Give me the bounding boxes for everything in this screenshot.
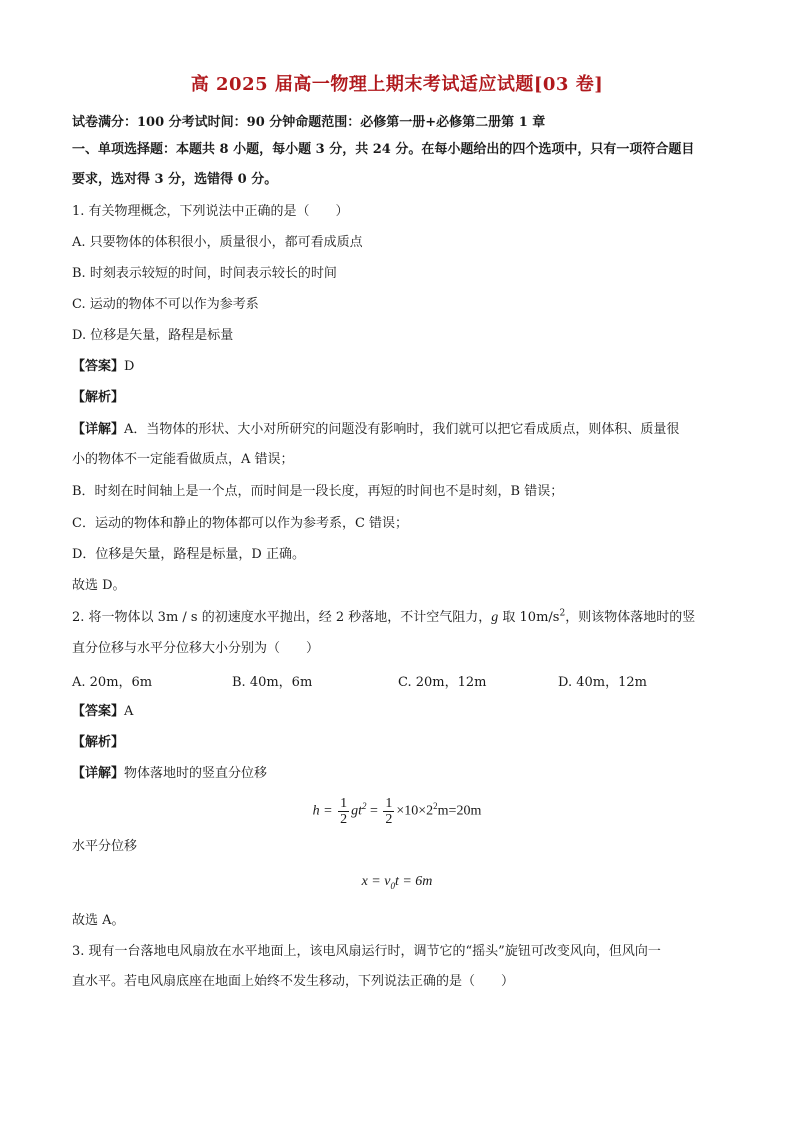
answer-label: 【答案】 xyxy=(72,359,125,374)
equation-vertical-displacement xyxy=(0,796,794,827)
eq1-rest-a: ×10×2 xyxy=(396,803,434,819)
q2-stem-line2: 直分位移与水平分位移大小分别为（ ） xyxy=(72,641,320,656)
section-heading-line2: 要求，选对得 3 分，选错得 0 分。 xyxy=(72,172,278,187)
q2-option-c: C. 20m，12m xyxy=(398,675,487,690)
fraction-numerator: 1 xyxy=(340,796,348,811)
section-heading-line1: 一、单项选择题：本题共 8 小题，每小题 3 分，共 24 分。在每小题给出的四个选项中，只有一项符合题目 xyxy=(72,142,695,157)
q1-option-b: B. 时刻表示较短的时间，时间表示较长的时间 xyxy=(72,266,337,281)
eq1-gt: gt xyxy=(351,803,362,819)
q1-option-d: D. 位移是矢量，路程是标量 xyxy=(72,328,234,343)
exam-info: 试卷满分：100 分考试时间：90 分钟命题范围：必修第一册+必修第二册第 1 章 xyxy=(72,115,546,130)
detail-text: A．当物体的形状、大小对所研究的问题没有影响时，我们就可以把它看成质点，则体积、质量很 xyxy=(124,422,680,437)
q1-detail-d: D．位移是矢量，路程是标量，D 正确。 xyxy=(72,547,305,562)
eq1-rest-b: m=20m xyxy=(437,803,482,819)
q2-stem-line1 xyxy=(72,609,695,627)
fraction-denominator: 2 xyxy=(340,812,348,827)
eq1-fraction-1 xyxy=(338,796,349,827)
q3-stem-line2: 直水平。若电风扇底座在地面上始终不发生移动，下列说法正确的是（ ） xyxy=(72,974,515,989)
eq1-equals: = xyxy=(366,803,378,819)
q1-option-c: C. 运动的物体不可以作为参考系 xyxy=(72,297,259,312)
q1-analysis-label: 【解析】 xyxy=(72,390,125,405)
q2-answer xyxy=(72,703,133,721)
q1-answer xyxy=(72,358,134,376)
gravity-symbol: g xyxy=(491,610,499,625)
q2-option-d: D. 40m，12m xyxy=(558,675,647,690)
detail-label: 【详解】 xyxy=(72,422,125,437)
answer-value: A xyxy=(124,704,134,719)
q2-analysis-label: 【解析】 xyxy=(72,735,125,750)
q2-horizontal-label: 水平分位移 xyxy=(72,839,138,854)
equation-horizontal-displacement xyxy=(0,873,794,891)
eq1-fraction-2 xyxy=(383,796,394,827)
q2-detail xyxy=(72,765,267,783)
q2-conclusion: 故选 A。 xyxy=(72,913,125,928)
eq1-sup: 2 xyxy=(361,801,367,812)
q2-stem-b: 取 10m/s xyxy=(498,610,560,625)
q2-stem-a: 2. 将一物体以 3m / s 的初速度水平抛出，经 2 秒落地，不计空气阻力， xyxy=(72,610,492,625)
detail-label: 【详解】 xyxy=(72,766,125,781)
q1-option-a: A. 只要物体的体积很小，质量很小，都可看成质点 xyxy=(72,235,363,250)
q1-detail-a-line1 xyxy=(72,421,679,439)
q1-conclusion: 故选 D。 xyxy=(72,578,126,593)
q1-detail-c: C．运动的物体和静止的物体都可以作为参考系，C 错误； xyxy=(72,516,409,531)
q2-option-b: B. 40m，6m xyxy=(232,675,313,690)
q1-stem: 1. 有关物理概念，下列说法中正确的是（ ） xyxy=(72,204,349,219)
q2-stem-c: ，则该物体落地时的竖 xyxy=(565,610,696,625)
q3-stem-line1: 3. 现有一台落地电风扇放在水平地面上，该电风扇运行时，调节它的“摇头”旋钮可改变风向，但风向一 xyxy=(72,944,661,959)
eq2-lhs: x = v xyxy=(361,874,391,889)
q1-detail-a-line2: 小的物体不一定能看做质点，A 错误； xyxy=(72,452,294,467)
answer-value: D xyxy=(124,359,135,374)
eq2-sub: 0 xyxy=(390,880,395,891)
answer-label: 【答案】 xyxy=(72,704,125,719)
eq1-lhs: h = xyxy=(312,803,333,819)
fraction-numerator: 1 xyxy=(385,796,393,811)
fraction-denominator: 2 xyxy=(385,812,393,827)
exam-title: 高 2025 届高一物理上期末考试适应试题[03 卷] xyxy=(190,74,604,95)
q1-detail-b: B．时刻在时间轴上是一个点，而时间是一段长度，再短的时间也不是时刻，B 错误； xyxy=(72,484,564,499)
detail-text: 物体落地时的竖直分位移 xyxy=(124,766,268,781)
q2-stem-sup: 2 xyxy=(559,608,566,619)
eq1-rest-sup: 2 xyxy=(433,801,438,812)
eq2-rhs: t = 6m xyxy=(394,874,433,889)
q2-option-a: A. 20m，6m xyxy=(72,675,153,690)
